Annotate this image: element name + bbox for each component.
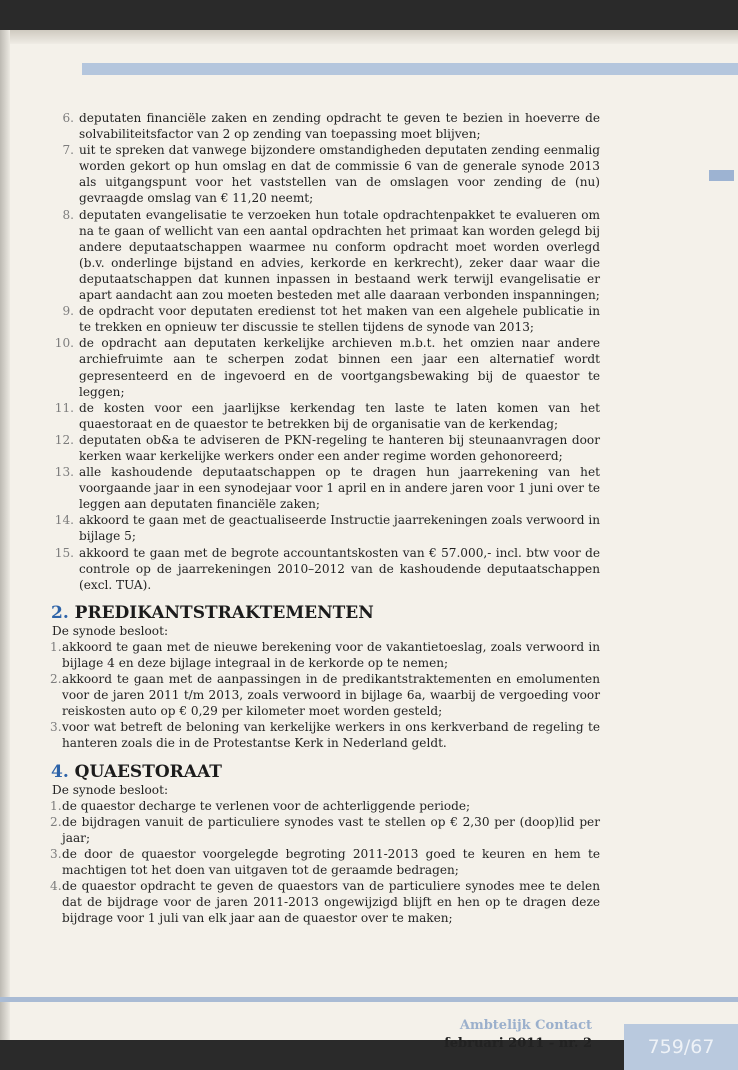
section-number: 2. — [51, 602, 69, 623]
item-number: 7. — [62, 143, 74, 158]
item-text: deputaten ob&a te adviseren de PKN-regeling te hanteren bij steunaanvragen door kerken waar kerkelijke werkers onder een ander regime worden gehonoreerd; — [79, 432, 600, 463]
list-item — [52, 846, 600, 878]
item-text: de opdracht voor deputaten eredienst tot het maken van een algehele publicatie in te trekken en opnieuw ter discussie te stellen tijdens de synode van 2013; — [79, 304, 600, 335]
item-text: de quaestor opdracht te geven de quaestors van de particuliere synodes mee te delen dat de bijdrage voor de jaren 2011-2013 ongewijzigd blijft en hen op te dragen deze bijdrage voor 1 juli van elk jaar aan de quaestor over te maken; — [62, 879, 600, 926]
item-number: 14. — [54, 513, 74, 528]
item-number: 3. — [50, 846, 62, 861]
decision-list — [52, 798, 600, 927]
section-heading — [51, 762, 600, 782]
list-item — [52, 814, 600, 846]
item-text: alle kashoudende deputaatschappen op te dragen hun jaarrekening van het voorgaande jaar in een synodejaar voor 1 april en in andere jaren voor 1 juni over te leggen aan deputaten financiële zaken; — [79, 465, 600, 512]
item-text: uit te spreken dat vanwege bijzondere omstandigheden deputaten zending eenmalig worden gekort op hun omslag en dat de commissie 6 van de generale synode 2013 als uitgangspunt voor het vaststellen van de omslagen voor zending de (nu) gevraagde omslag van € 11,20 neemt; — [79, 143, 600, 206]
section-predikantstraktementen — [52, 603, 600, 752]
item-number: 8. — [62, 207, 74, 222]
list-item — [52, 464, 600, 512]
item-number: 13. — [54, 465, 74, 480]
item-text: de door de quaestor voorgelegde begroting 2011-2013 goed te keuren en hem te machtigen tot het doen van uitgaven tot de geraamde bedragen; — [62, 846, 600, 878]
item-number: 9. — [62, 304, 74, 319]
section-intro: De synode besloot: — [52, 623, 169, 638]
list-item — [52, 207, 600, 304]
list-item — [52, 671, 600, 719]
item-text: deputaten financiële zaken en zending opdracht te geven te bezien in hoeverre de solvabiliteitsfactor van 2 op zending van toepassing moet blijven; — [79, 111, 600, 142]
item-text: de opdracht aan deputaten kerkelijke archieven m.b.t. het omzien naar andere archiefruimte aan te scherpen zodat binnen een jaar een alternatief wordt gepresenteerd en de ingevoerd en de voortgangsbewaking bij de quaestor te leggen; — [79, 336, 600, 399]
list-item — [52, 639, 600, 671]
list-item — [52, 110, 600, 142]
list-item — [52, 878, 600, 926]
section-marker-tab — [709, 170, 734, 181]
section-number: 4. — [51, 761, 69, 782]
item-number: 2. — [50, 814, 62, 829]
list-item — [52, 303, 600, 335]
header-color-band — [82, 63, 738, 75]
item-number: 12. — [54, 432, 74, 447]
list-item — [52, 719, 600, 751]
document-page — [0, 30, 738, 1058]
item-text: akkoord te gaan met de nieuwe berekening voor de vakantietoeslag, zoals verwoord in bijlage 4 en deze bijlage integraal in de kerkorde op te nemen; — [62, 639, 600, 670]
issue-date: februari 2011 - nr. 2 — [444, 1036, 592, 1051]
item-number: 15. — [54, 545, 74, 560]
section-title: QUAESTORAAT — [74, 761, 222, 782]
item-text: de quaestor decharge te verlenen voor de achterliggende periode; — [62, 798, 471, 813]
list-item — [52, 400, 600, 432]
item-number: 6. — [62, 111, 74, 125]
item-text: akkoord te gaan met de begrote accountantskosten van € 57.000,- incl. btw voor de controle op de jaarrekeningen 2010–2012 van de kashoudende deputaatschappen (excl. TUA). — [79, 545, 600, 592]
item-number: 10. — [54, 336, 74, 351]
list-item — [52, 142, 600, 206]
magazine-name: Ambtelijk Contact — [459, 1018, 592, 1033]
item-number: 3. — [50, 720, 62, 735]
page-number: 759/67 — [624, 1024, 738, 1070]
item-number: 1. — [50, 639, 62, 654]
item-number: 1. — [50, 798, 62, 813]
section-quaestoraat — [52, 762, 600, 927]
list-item — [52, 798, 600, 814]
item-text: voor wat betreft de beloning van kerkelijke werkers in ons kerkverband de regeling te hanteren zoals die in de Protestantse Kerk in Nederland geldt. — [62, 720, 600, 751]
decision-list-continued — [52, 110, 600, 593]
item-text: de bijdragen vanuit de particuliere synodes vast te stellen op € 2,30 per (doop)lid per jaar; — [62, 814, 600, 845]
list-item — [52, 512, 600, 544]
page-spine-shadow — [0, 30, 10, 1040]
item-text: deputaten evangelisatie te verzoeken hun totale opdrachtenpakket te evalueren om na te gaan of wellicht van een aantal opdrachten het primaat kan worden gelegd bij andere deputaatschappen waarmee nu conform opdracht moet worden overlegd (b.v. onderlinge bijstand en advies, kerkorde en kerkrecht), zeker daar waar die deputaatschappen dat kunnen inpassen in bestaand werk terwijl evangelisatie er apart aandacht aan zou moeten besteden met alle daaraan verbonden inspanningen; — [79, 207, 600, 303]
main-text — [52, 110, 600, 926]
item-text: akkoord te gaan met de aanpassingen in de predikantstraktementen en emolumenten voor de jaren 2011 t/m 2013, zoals verwoord in bijlage 6a, waarbij de vergoeding voor reiskosten auto op € 0,29 per kilometer moet worden gesteld; — [62, 672, 600, 719]
section-intro: De synode besloot: — [52, 782, 169, 797]
footer-rule — [0, 997, 738, 1002]
scan-edge — [0, 30, 738, 44]
list-item — [52, 335, 600, 399]
item-number: 11. — [54, 400, 74, 415]
item-text: de kosten voor een jaarlijkse kerkendag ten laste te laten komen van het quaestoraat en de quaestor te betrekken bij de organisatie van de kerkendag; — [79, 400, 600, 431]
list-item — [52, 432, 600, 464]
item-number: 4. — [50, 879, 62, 894]
item-text: akkoord te gaan met de geactualiseerde Instructie jaarrekeningen zoals verwoord in bijlage 5; — [79, 513, 600, 544]
decision-list — [52, 639, 600, 752]
item-number: 2. — [50, 672, 62, 687]
list-item — [52, 545, 600, 593]
section-heading — [51, 603, 600, 623]
section-title: PREDIKANTSTRAKTEMENTEN — [74, 602, 374, 623]
